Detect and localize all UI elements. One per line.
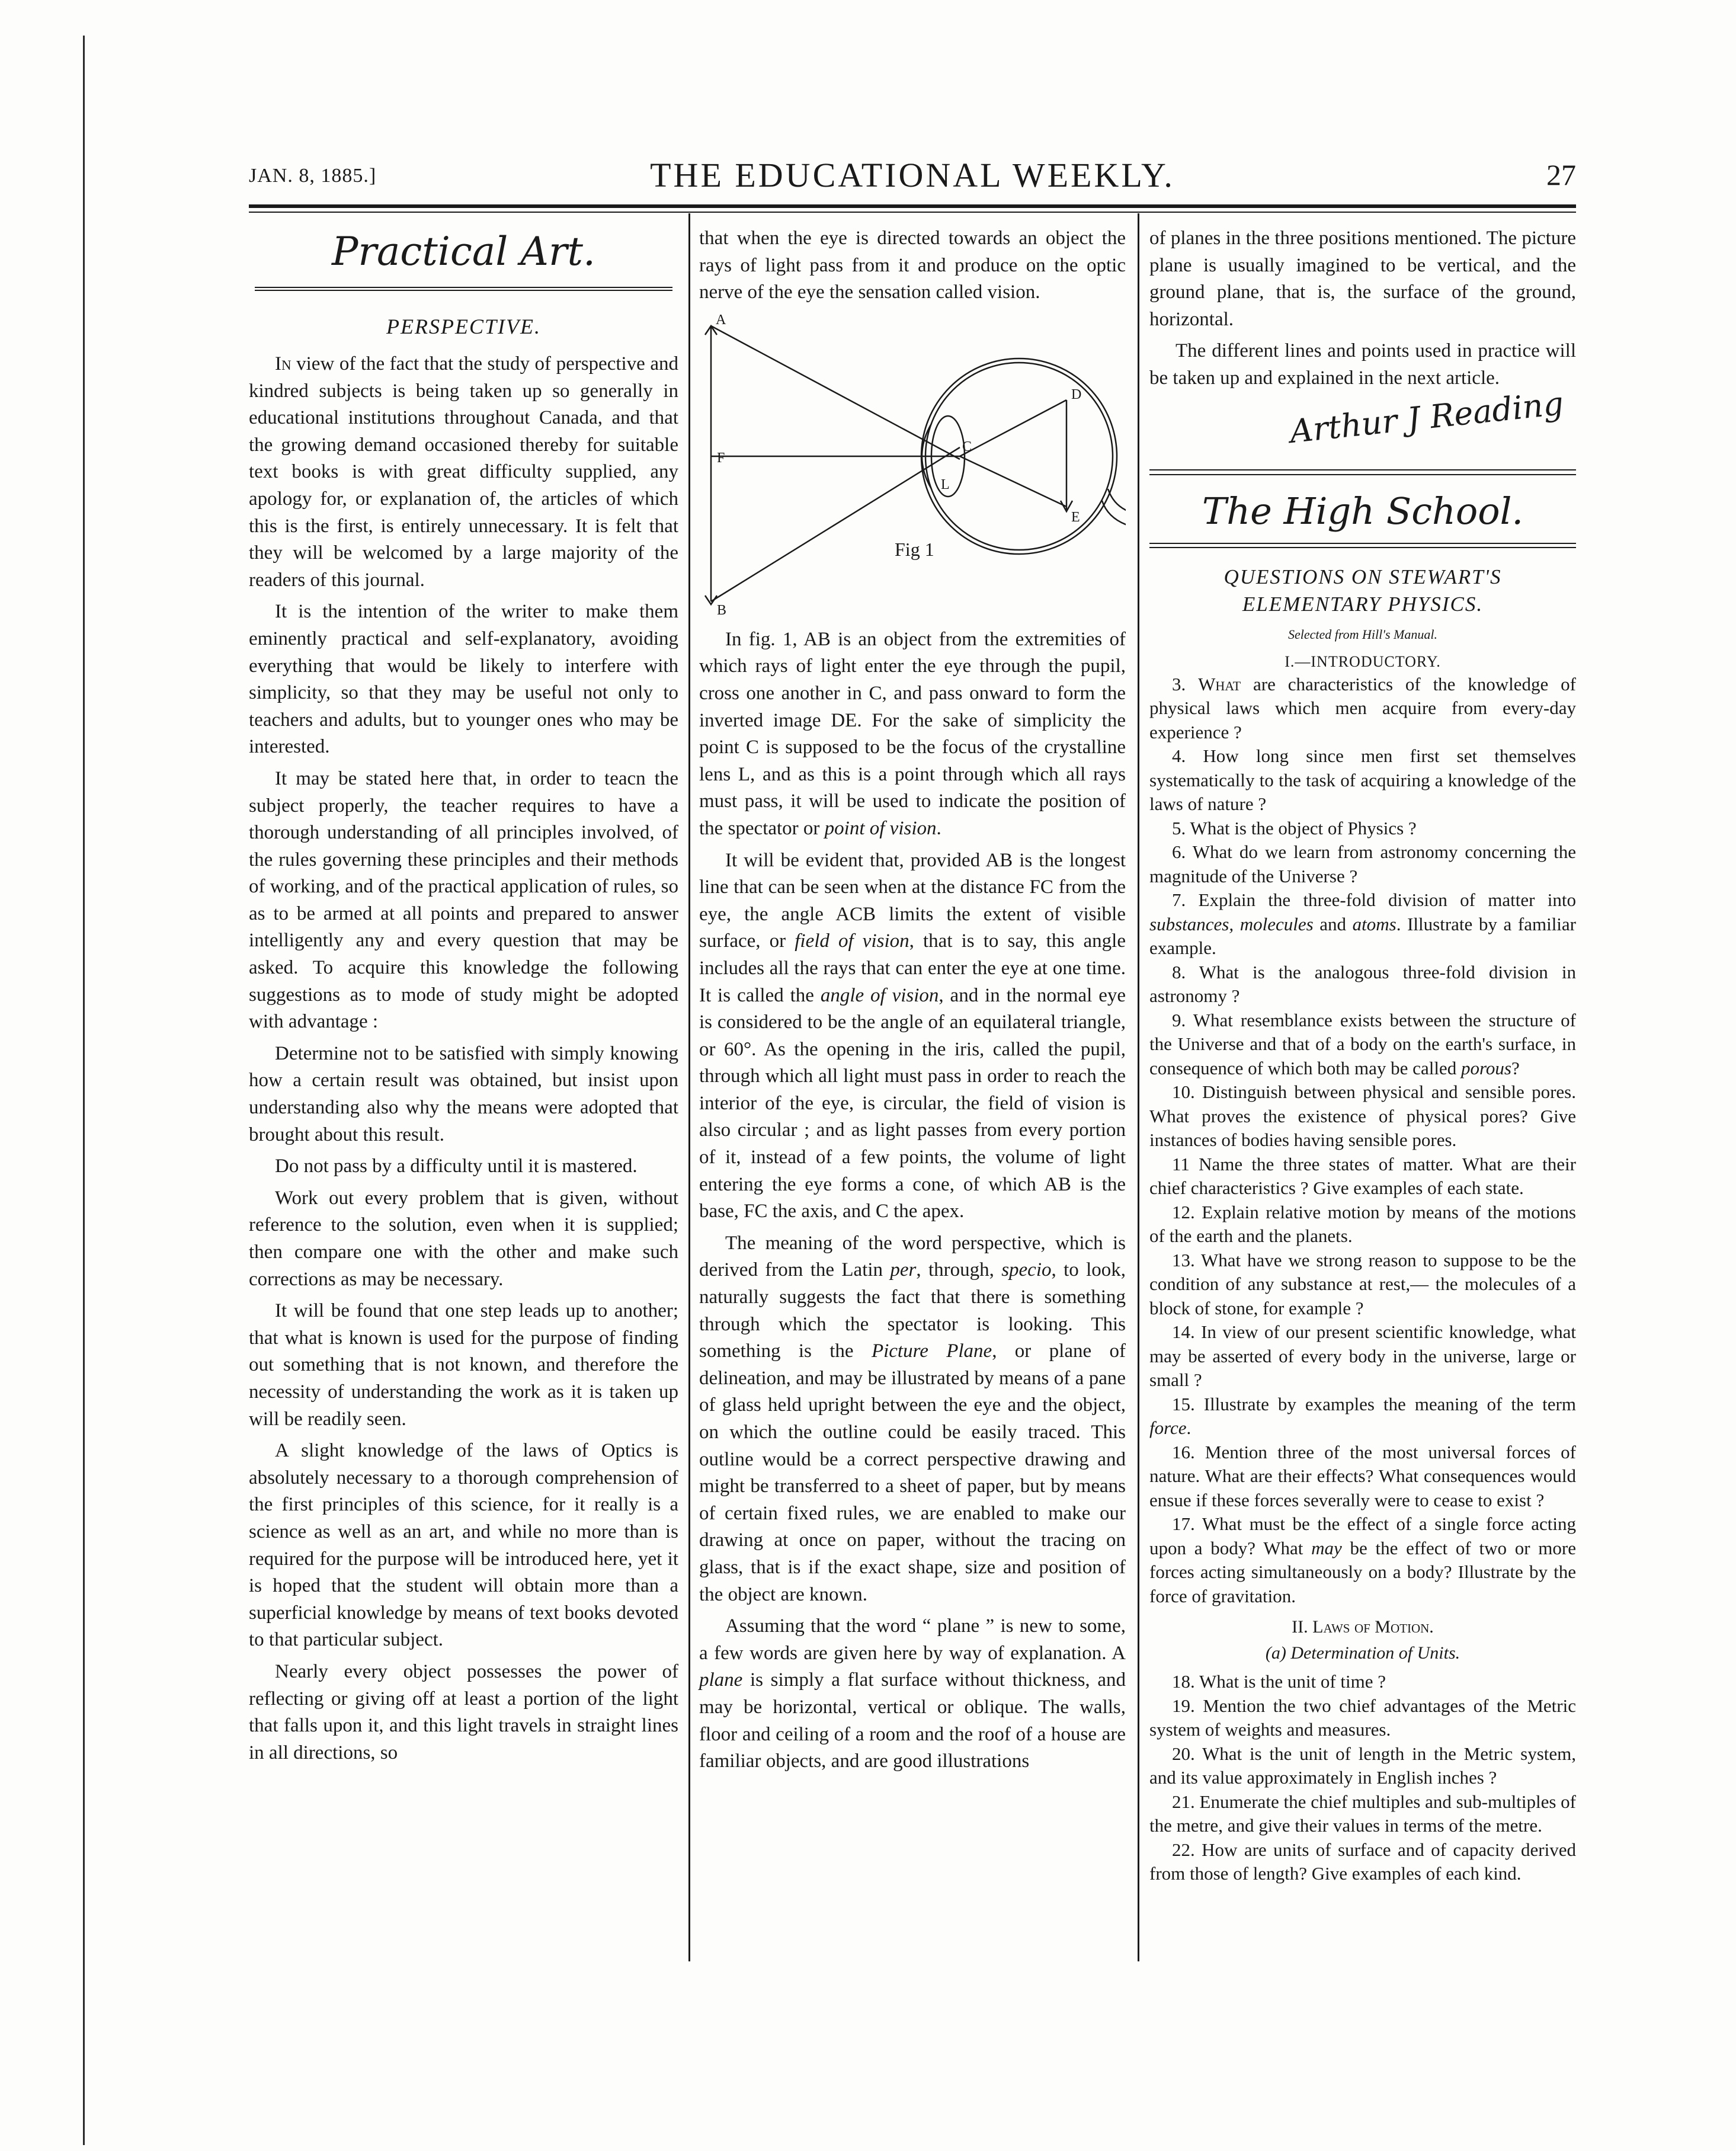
- article-paragraph: Determine not to be satisfied with simply knowing how a certain result was obtained, but insist upon understanding also why the means were adopted that brought about this result.: [249, 1042, 678, 1145]
- svg-text:B: B: [717, 602, 727, 618]
- article-paragraph: It will be found that one step leads up to another; that what is known is used for the purpose of finding out something that is not known, and therefore the necessity of understanding the work as it is taken up will be readily seen.: [249, 1300, 678, 1430]
- divider: [1149, 474, 1576, 475]
- question-item: 21. Enumerate the chief multiples and sub-multiples of the metre, and give their values in terms of the metre.: [1149, 1791, 1576, 1836]
- part2-heading: II. Laws of Motion.: [1292, 1617, 1434, 1637]
- right-column: [1149, 225, 1576, 1886]
- question-item: 17. What must be the effect of a single force acting upon a body? What may be the effect of two or more forces acting simultaneously on a body? Illustrate by the force of gravitation.: [1149, 1513, 1576, 1606]
- journal-title: THE EDUCATIONAL WEEKLY.: [650, 156, 1175, 194]
- question-item: 18. What is the unit of time ?: [1172, 1671, 1386, 1692]
- questions-title-line1: QUESTIONS ON STEWART'S: [1223, 565, 1502, 588]
- question-item: 8. What is the analogous three-fold division in astronomy ?: [1149, 961, 1576, 1007]
- question-item: 19. Mention the two chief advantages of the Metric system of weights and measures.: [1149, 1695, 1576, 1740]
- signature: [1149, 384, 1576, 469]
- article-paragraph: In view of the fact that the study of perspective and kindred subjects is being taken up so generally in educational institutions throughout Canada, and that the growing demand occasioned thereby for suitable text books is with great difficulty supplied, any apology for, or explanation of, the articles of which this is the first, is entirely unnecessary. It is felt that they will be welcomed by a large majority of the readers of this journal.: [249, 353, 678, 591]
- question-item: 6. What do we learn from astronomy concerning the magnitude of the Universe ?: [1149, 841, 1576, 886]
- question-list: [1149, 1670, 1576, 1886]
- svg-text:D: D: [1071, 386, 1082, 402]
- question-item: 14. In view of our present scientific knowledge, what may be asserted of every body in the universe, large or small ?: [1149, 1321, 1576, 1391]
- article-paragraph: The different lines and points used in practice will be taken up and explained in the next article.: [1149, 340, 1576, 389]
- left-column: [249, 225, 678, 1766]
- svg-text:L: L: [941, 476, 950, 492]
- article-paragraph: The meaning of the word perspective, which is derived from the Latin per, through, specio, to look, naturally suggests the fact that there is something through which the spectator is looking. This something is the Picture Plane, or plane of delineation, and may be illustrated by means of a pane of glass held upright between the eye and the object, on which the outline could be easily traced. This outline would be a correct perspective drawing and might be transferred to a sheet of paper, but by means of certain fixed rules, we are enabled to make our drawing at once on paper, without the tracing on glass, that is if the exact shape, size and position of the object are known.: [699, 1232, 1126, 1605]
- questions-title-line2: ELEMENTARY PHYSICS.: [1242, 592, 1484, 616]
- header-rule-thick: [249, 204, 1576, 208]
- svg-text:A: A: [716, 312, 726, 328]
- article-paragraph: Work out every problem that is given, without reference to the solution, even when it is supplied; then compare one with the other and make such corrections as may be necessary.: [249, 1187, 678, 1290]
- article-paragraph: Assuming that the word “ plane ” is new to some, a few words are given here by way of explanation. A plane is simply a flat surface without thickness, and may be horizontal, vertical or oblique. The walls, floor and ceiling of a room and the roof of a house are familiar objects, and are good illustrations: [699, 1615, 1126, 1772]
- source-line: Selected from Hill's Manual.: [1288, 626, 1437, 642]
- binding-margin-line: [83, 36, 85, 2145]
- svg-text:F: F: [717, 450, 725, 466]
- article-paragraph: In fig. 1, AB is an object from the extremities of which rays of light enter the eye through the pupil, cross one another in C, and pass onward to form the inverted image DE. For the sake of simplicity the point C is supposed to be the focus of the crystalline lens L, and as this is a point through which all rays must pass, it will be used to indicate the position of the spectator or point of vision.: [699, 628, 1126, 839]
- article-paragraph: Nearly every object possesses the power of reflecting or giving off at least a portion of the light that falls upon it, and this light travels in straight lines in all directions, so: [249, 1660, 678, 1763]
- column-divider-right: [1138, 213, 1139, 1961]
- figure-eye-diagram: [699, 311, 1126, 619]
- title-rule: [249, 286, 678, 292]
- middle-column: [699, 225, 1126, 1775]
- article-paragraph: It may be stated here that, in order to teacn the subject properly, the teacher requires to have a thorough understanding of all principles involved, of the rules governing these principles and their methods of working, and of the practical application of rules, so as to be armed at all points and prepared to answer intelligently any and every question that may be asked. To acquire this knowledge the following suggestions as to mode of study might be adopted with advantage :: [249, 767, 678, 1033]
- part2-subheading: (a) Determination of Units.: [1265, 1643, 1460, 1663]
- question-item: 13. What have we strong reason to suppose to be the condition of any substance at rest,— the molecules of a block of stone, for example ?: [1149, 1249, 1576, 1318]
- question-item: 11 Name the three states of matter. What are their chief characteristics ? Give examples of each state.: [1149, 1153, 1576, 1199]
- question-item: 15. Illustrate by examples the meaning of the term force.: [1149, 1393, 1576, 1439]
- article-paragraph: of planes in the three positions mentioned. The picture plane is usually imagined to be vertical, and the ground plane, that is, the surface of the ground, horizontal.: [1149, 228, 1576, 330]
- page-number: 27: [1546, 158, 1576, 191]
- question-item: 5. What is the object of Physics ?: [1172, 817, 1417, 838]
- question-item: 7. Explain the three-fold division of matter into substances, molecules and atoms. Illustrate by a familiar example.: [1149, 889, 1577, 959]
- subtitle-perspective: PERSPECTIVE.: [386, 315, 541, 338]
- divider: [1149, 543, 1576, 544]
- question-item: 9. What resemblance exists between the structure of the Universe and that of a body on the earth's surface, in consequence of which both may be called porous?: [1149, 1009, 1576, 1078]
- question-list: [1149, 673, 1576, 1609]
- page-header: [249, 155, 1576, 197]
- article-paragraph: that when the eye is directed towards an object the rays of light pass from it and produce on the optic nerve of the eye the sensation called vision.: [699, 228, 1126, 303]
- question-item: 10. Distinguish between physical and sensible pores. What proves the existence of physical pores? Give instances of bodies having sensible pores.: [1149, 1081, 1576, 1151]
- svg-text:C: C: [962, 438, 972, 454]
- question-item: 22. How are units of surface and of capacity derived from those of length? Give examples of each kind.: [1149, 1839, 1576, 1884]
- section-title-practical-art: Practical Art.: [331, 229, 596, 274]
- header-rule-thin: [249, 212, 1576, 213]
- author-signature: Arthur J Reading: [1288, 384, 1565, 450]
- divider: [1149, 547, 1576, 548]
- column-divider-left: [688, 213, 690, 1961]
- figure-caption: Fig 1: [895, 538, 934, 560]
- part1-heading: I.—INTRODUCTORY.: [1285, 652, 1441, 670]
- article-paragraph: A slight knowledge of the laws of Optics is absolutely necessary to a thorough comprehension of the first principles of this science, for it really is a science as well as an art, and while no more than is required for the purpose will be introduced here, yet it is hoped that the student will obtain more than a superficial knowledge by means of text books devoted to that particular subject.: [249, 1440, 678, 1651]
- question-item: 3. What are characteristics of the knowledge of physical laws which men acquire from every-day experience ?: [1149, 673, 1577, 742]
- question-item: 20. What is the unit of length in the Metric system, and its value approximately in English inches ?: [1149, 1743, 1576, 1788]
- header-date: JAN. 8, 1885.]: [249, 165, 377, 187]
- divider: [1149, 469, 1576, 470]
- article-paragraph: Do not pass by a difficulty until it is mastered.: [275, 1155, 638, 1177]
- question-item: 4. How long since men first set themselves systematically to the task of acquiring a knowledge of the laws of nature ?: [1149, 745, 1576, 815]
- eye-diagram-svg: [699, 311, 1126, 619]
- article-paragraph: It will be evident that, provided AB is the longest line that can be seen when at the distance FC from the eye, the angle ACB limits the extent of visible surface, or field of vision, that is to say, this angle includes all the rays that can enter the eye at one time. It is called the angle of vision, and in the normal eye is considered to be the angle of an equilateral triangle, or 60°. As the opening in the iris, called the pupil, through which all light must pass in order to reach the interior of the eye, is circular, the field of vision is also circular ; and as light passes from every portion of it, instead of a few points, the volume of light entering the eye forms a cone, of which AB is the base, FC the axis, and C the apex.: [699, 849, 1126, 1222]
- question-item: 16. Mention three of the most universal forces of nature. What are their effects? What consequences would ensue if these forces severally were to cease to exist ?: [1149, 1441, 1576, 1510]
- article-paragraph: It is the intention of the writer to make them eminently practical and self-explanatory, avoiding everything that would be likely to interfere with simplicity, so that they may be useful not only to teachers and adults, but to younger ones who may be interested.: [249, 601, 678, 758]
- section-title-high-school: The High School.: [1202, 489, 1524, 533]
- svg-text:E: E: [1071, 509, 1080, 525]
- question-item: 12. Explain relative motion by means of the motions of the earth and the planets.: [1149, 1201, 1576, 1247]
